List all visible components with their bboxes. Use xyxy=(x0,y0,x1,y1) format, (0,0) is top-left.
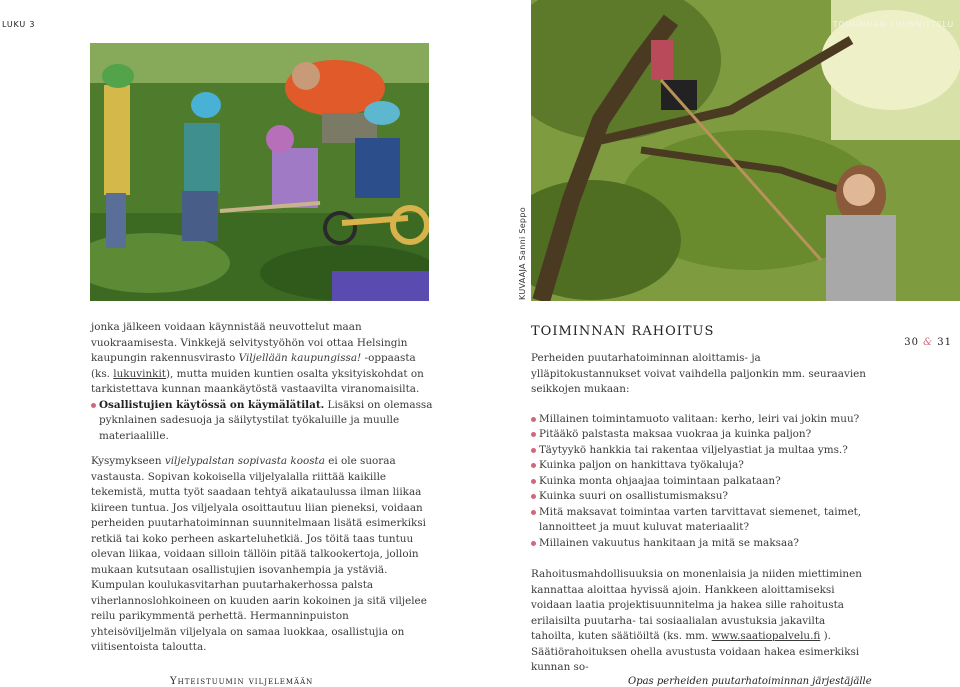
list-item: Kuinka monta ohjaajaa toimintaan palkataan? xyxy=(531,474,871,490)
list-item: Millainen vakuutus hankitaan ja mitä se maksaa? xyxy=(531,536,871,552)
list-item: Pitääkö palstasta maksaa vuokraa ja kuinka paljon? xyxy=(531,427,871,443)
paragraph-funding-options: Rahoitusmahdollisuuksia on monenlaisia ja niiden miettiminen kannattaa aloittaa hyvissä ajoin. Hankkeen aloittamiseksi voidaan laatia projektisuunnitelma ja hakea sille rahoitusta erilaisilta puutarha- tai sosiaalialan avustuksia jakavilta tahoilta, kuten säätiöiltä (ks. mm. www.saatiopalvelu.fi ). Säätiörahoituksen ohella avustusta voidaan hakea esimerkiksi kunnan so- xyxy=(531,568,862,673)
paragraph-plot-size: Kysymykseen viljelypalstan sopivasta koosta ei ole suoraa vastausta. Sopivan kokoisella viljelyalalla riittää kaikille tekemistä, mutta työt saadaan tehtyä aikataulussa ilman liikaa kiireen tuntua. Jos viljelyala osoittautuu liian pieneksi, voidaan perheiden puutarhatoiminnan suunnitelmaan lisätä esimerkiksi retkiä tai koko perheen askarteluhetkiä. Jos töitä taas tuntuu olevan liikaa, voidaan silloin tällöin pitää talkookertoja, jolloin mukaan kutsutaan osallistujien isovanhempia ja ystäviä. Kumpulan koulukasvitarhan puutarhakerhossa palsta viherlannoslohkoineen on kuuden aarin kokoinen ja sitä viljelee reilu parikymmentä perhettä. Hermanninpuiston yhteisöviljelmän viljelyala on samaa luokkaa, osallistujia on viitisentoista taloutta. xyxy=(91,455,427,653)
footer-book-title: Yhteistuumin viljelemään xyxy=(170,676,314,687)
cost-questions-list xyxy=(531,412,871,552)
section-header: TOIMINNAN SUUNNITTELU xyxy=(832,20,954,29)
apple-tree-photo xyxy=(531,0,960,301)
paragraph-land-lease: jonka jälkeen voidaan käynnistää neuvottelut maan vuokraamisesta. Vinkkejä selvitystyöhön voi ottaa Helsingin kaupungin rakennusvirasto Viljellään kaupungissa! -oppaasta (ks. lukuvinkit), mutta muiden kuntien osalta yksityiskohdat on tarkistettava kunnan maankäytöstä vastaavilta viranomaisilta. xyxy=(91,321,424,395)
right-column xyxy=(531,351,871,676)
footer-subtitle: Opas perheiden puutarhatoiminnan järjestäjälle xyxy=(628,676,872,687)
lukuvinkit-link[interactable]: lukuvinkit xyxy=(113,367,166,380)
photo-credit-text: KUVAAJA Sanni Seppo xyxy=(518,207,527,300)
bullet-facilities: Osallistujien käytössä on käymälätilat. Lisäksi on olemassa pyknlainen sadesuoja ja säilytystilat työkaluille ja muulle materiaalille. xyxy=(91,398,433,445)
list-item: Millainen toimintamuoto valitaan: kerho, leiri vai jokin muu? xyxy=(531,412,871,428)
chapter-header: LUKU 3 xyxy=(2,20,36,29)
funding-intro: Perheiden puutarhatoiminnan aloittamis- ja ylläpitokustannukset voivat vaihdella paljonkin mm. seuraavien seikkojen mukaan: xyxy=(531,352,866,395)
page-numbers: 30 & 31 xyxy=(904,337,952,348)
photo-credit xyxy=(516,207,530,300)
list-item: Kuinka suuri on osallistumismaksu? xyxy=(531,489,871,505)
saatiopalvelu-link[interactable]: www.saatiopalvelu.fi xyxy=(711,630,821,642)
section-title: TOIMINNAN RAHOITUS xyxy=(531,324,715,339)
children-gardening-photo xyxy=(90,43,429,301)
list-item: Täytyykö hankkia tai rakentaa viljelyastiat ja multaa yms.? xyxy=(531,443,871,459)
left-column xyxy=(91,320,433,656)
list-item: Mitä maksavat toimintaa varten tarvittavat siemenet, taimet, lannoitteet ja muut kuluvat materiaalit? xyxy=(531,505,871,536)
list-item: Kuinka paljon on hankittava työkaluja? xyxy=(531,458,871,474)
